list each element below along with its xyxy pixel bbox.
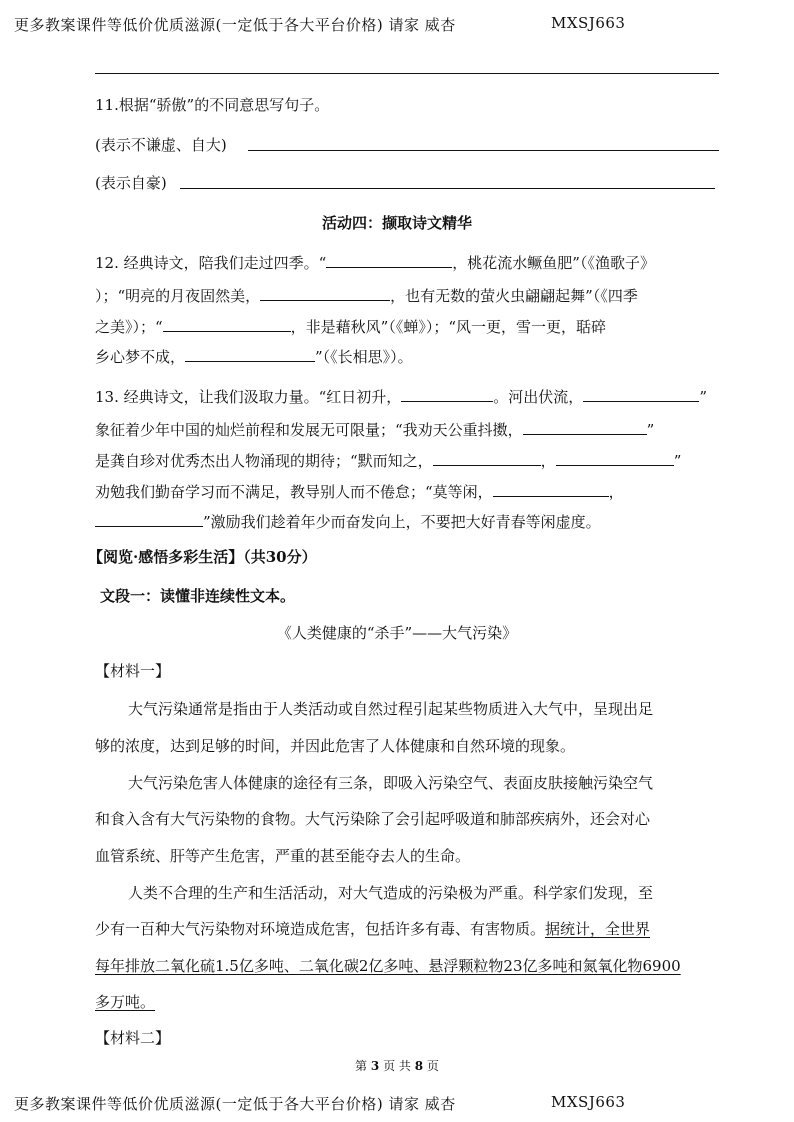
q13-text: ” bbox=[673, 452, 682, 470]
q13-line-1 bbox=[95, 386, 707, 407]
q12-line-2 bbox=[95, 285, 638, 306]
q12-line-4 bbox=[95, 346, 413, 367]
q13-text: ” bbox=[646, 421, 655, 439]
q11-label-arrogant: (表示不谦虚、自大) bbox=[95, 136, 227, 154]
p3-underlined-text: 据统计，全世界 bbox=[545, 920, 651, 938]
q13-line-4 bbox=[95, 481, 624, 502]
header-code: MXSJ663 bbox=[551, 14, 626, 32]
material2-label: 【材料二】 bbox=[95, 1029, 171, 1047]
page-number bbox=[0, 1057, 794, 1074]
q12-blank-3[interactable] bbox=[163, 317, 291, 332]
q12-blank-1[interactable] bbox=[326, 253, 452, 268]
page-prefix: 第 bbox=[355, 1059, 368, 1073]
p3-line-1: 人类不合理的生产和生活活动，对大气造成的污染极为严重。科学家们发现，至 bbox=[128, 884, 654, 902]
q12-text: ”（《长相思》）。 bbox=[315, 348, 413, 366]
p2-line-3: 血管系统、肝等产生危害，严重的甚至能夺去人的生命。 bbox=[95, 847, 471, 865]
footer-code: MXSJ663 bbox=[551, 1093, 626, 1111]
q13-blank-5[interactable] bbox=[556, 451, 674, 466]
page-total: 8 bbox=[414, 1059, 424, 1073]
q13-text: 象征着少年中国的灿烂前程和发展无可限量；“我劝天公重抖擞， bbox=[95, 421, 523, 439]
q13-line-5 bbox=[95, 511, 601, 532]
q13-blank-3[interactable] bbox=[523, 420, 647, 435]
page-current: 3 bbox=[370, 1059, 380, 1073]
q12-blank-2[interactable] bbox=[260, 286, 390, 301]
reading-section-title: 【阅览·感悟多彩生活】（共30分） bbox=[88, 548, 317, 566]
q13-text: 是龚自珍对优秀杰出人物涌现的期待；“默而知之， bbox=[95, 452, 433, 470]
q12-line-3 bbox=[95, 316, 606, 337]
q12-line-1 bbox=[95, 252, 655, 273]
p3-underlined-line-3: 每年排放二氧化硫1.5亿多吨、二氧化碳2亿多吨、悬浮颗粒物23亿多吨和氮氧化物6900 bbox=[95, 957, 681, 975]
p2-line-1: 大气污染危害人体健康的途径有三条，即吸入污染空气、表面皮肤接触污染空气 bbox=[128, 774, 654, 792]
q13-text: 13. 经典诗文，让我们汲取力量。“红日初升， bbox=[95, 388, 402, 406]
q13-text: ， bbox=[540, 452, 556, 470]
p3-line-2 bbox=[95, 918, 650, 939]
q13-line-2 bbox=[95, 419, 654, 440]
q13-blank-7[interactable] bbox=[95, 512, 203, 527]
activity4-title: 活动四：撷取诗文精华 bbox=[321, 214, 472, 232]
p3-underlined-line-4: 多万吨。 bbox=[95, 993, 156, 1011]
q13-text: 。河出伏流， bbox=[493, 388, 584, 406]
part1-title: 文段一：读懂非连续性文本。 bbox=[100, 587, 296, 605]
q13-blank-1[interactable] bbox=[401, 387, 493, 402]
q13-blank-6[interactable] bbox=[493, 482, 609, 497]
article-title: 《人类健康的“杀手”——大气污染》 bbox=[276, 624, 518, 642]
q12-text: ）；“明亮的月夜固然美， bbox=[95, 287, 261, 305]
p1-line-1: 大气污染通常是指由于人类活动或自然过程引起某些物质进入大气中，呈现出足 bbox=[128, 700, 654, 718]
q13-text: ” bbox=[699, 388, 707, 406]
q13-blank-2[interactable] bbox=[583, 387, 699, 402]
q12-text: ，非是藉秋风”（《蝉》）；“风一更，雪一更，聒碎 bbox=[290, 318, 607, 336]
q11-answer-line-2[interactable] bbox=[180, 188, 715, 189]
q12-text: 乡心梦不成， bbox=[95, 348, 186, 366]
q13-text: ， bbox=[608, 483, 624, 501]
q12-text: 之美》）；“ bbox=[95, 318, 163, 336]
page-suffix: 页 bbox=[426, 1059, 439, 1073]
q11-label-proud: (表示自豪) bbox=[95, 174, 167, 192]
q13-line-3 bbox=[95, 450, 681, 471]
q12-text: 12. 经典诗文，陪我们走过四季。“ bbox=[95, 254, 327, 272]
q12-text: ，桃花流水鳜鱼肥”（《渔歌子》 bbox=[452, 254, 655, 272]
q11-prompt: 11.根据“骄傲”的不同意思写句子。 bbox=[95, 96, 330, 114]
p3-text: 少有一百种大气污染物对环境造成危害，包括许多有毒、有害物质。 bbox=[95, 920, 546, 938]
material1-label: 【材料一】 bbox=[95, 662, 171, 680]
q12-blank-4[interactable] bbox=[185, 347, 315, 362]
footer-text: 更多教案课件等低价优质滋源(一定低于各大平台价格) 请家 威杏 bbox=[14, 1095, 456, 1113]
q13-blank-4[interactable] bbox=[433, 451, 541, 466]
q11-answer-line-1[interactable] bbox=[248, 150, 719, 151]
q13-text: ”激励我们趁着年少而奋发向上，不要把大好青春等闲虚度。 bbox=[203, 513, 601, 531]
p1-line-2: 够的浓度，达到足够的时间，并因此危害了人体健康和自然环境的现象。 bbox=[95, 737, 576, 755]
q13-text: 劝勉我们勤奋学习而不满足，教导别人而不倦怠；“莫等闲， bbox=[95, 483, 493, 501]
answer-line bbox=[95, 73, 719, 74]
page-mid: 页 共 bbox=[383, 1059, 411, 1073]
p2-line-2: 和食入含有大气污染物的食物。大气污染除了会引起呼吸道和肺部疾病外，还会对心 bbox=[95, 810, 651, 828]
q12-text: ，也有无数的萤火虫翩翩起舞”（《四季 bbox=[390, 287, 638, 305]
header-text: 更多教案课件等低价优质滋源(一定低于各大平台价格) 请家 威杏 bbox=[14, 16, 456, 34]
